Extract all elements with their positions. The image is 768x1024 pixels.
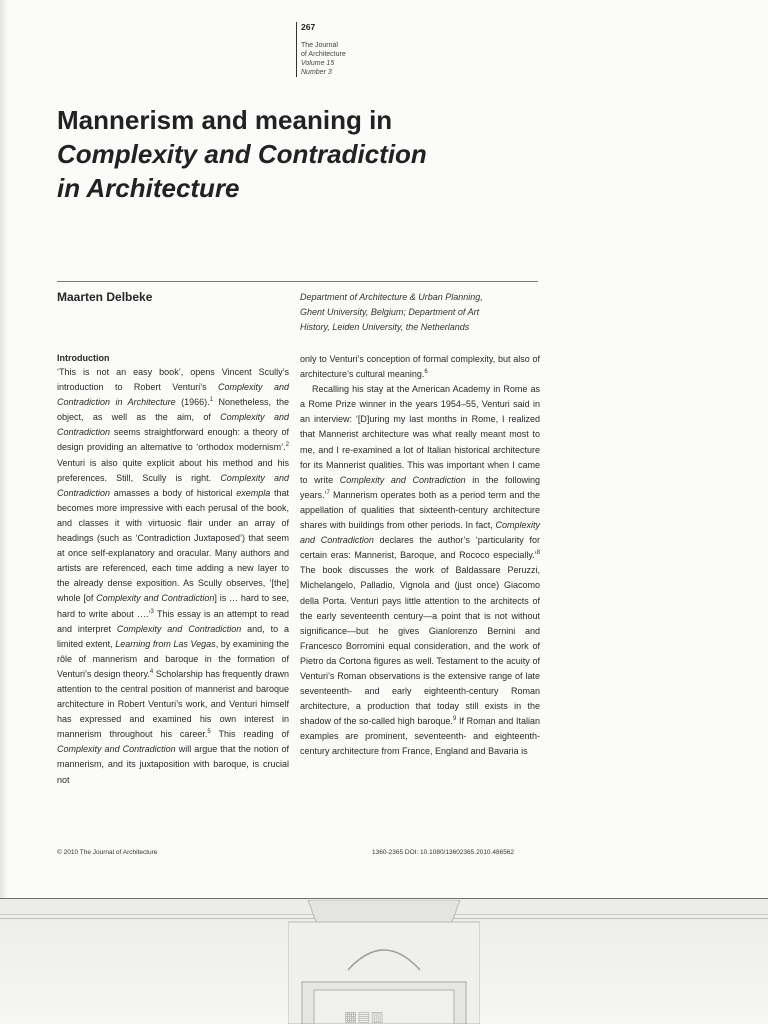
text-run: This reading of: [210, 729, 289, 740]
affiliation-line-2: Ghent University, Belgium; Department of Art: [300, 307, 480, 317]
svg-text:▦▤▥: ▦▤▥: [344, 1008, 384, 1024]
body-column-right: [300, 352, 540, 760]
copyright-notice: © 2010 The Journal of Architecture: [57, 849, 158, 856]
italic-run: Learning from Las Vegas: [115, 638, 216, 649]
page-shadow-edge: [0, 0, 8, 898]
section-heading: Introduction: [57, 353, 110, 363]
journal-volume: Volume 15: [301, 60, 335, 67]
article-title: [57, 103, 427, 205]
journal-number: Number 3: [301, 69, 332, 76]
italic-run: exempla: [236, 487, 271, 498]
text-run: ‘This is not an easy book’, opens Vincent Scully’s introduction to Robert Venturi’s: [57, 367, 289, 393]
journal-name-line2: of Architecture: [301, 51, 346, 58]
italic-run: Complexity and Contradiction in Architecture: [57, 382, 289, 408]
text-run: and, to a limited extent,: [57, 623, 290, 649]
body-column-left: [57, 352, 289, 788]
text-run: If Roman and Italian examples are prominent, seventeenth- and eighteenth-century architecture from France, England and Bavaria is: [300, 716, 540, 757]
text-run: seems straightforward enough: a theory of design providing an alternative to ‘orthodox modernism’.: [57, 427, 289, 453]
footnote-ref: 9: [452, 716, 457, 723]
text-run: Nonetheless, the object, as well as the aim, of: [57, 397, 289, 423]
text-run: This essay is an attempt to read and interpret: [57, 608, 289, 634]
affiliation-line-1: Department of Architecture & Urban Planning,: [300, 292, 483, 302]
affiliation-line-3: History, Leiden University, the Netherlands: [300, 322, 470, 332]
footnote-ref: 2: [285, 442, 289, 449]
footnote-ref: 6: [424, 369, 428, 376]
footnote-ref: 3: [150, 608, 154, 615]
text-run: amasses a body of historical: [110, 487, 237, 498]
journal-name-line1: The Journal: [301, 42, 338, 49]
italic-run: Complexity and Contradiction: [57, 744, 176, 755]
footnote-ref: 7: [326, 489, 330, 496]
text-run: only to Venturi’s conception of formal complexity, but also of architecture’s cultural meaning.: [300, 354, 540, 380]
paragraph-continued: [300, 352, 540, 382]
italic-run: Complexity and Contradiction: [96, 593, 215, 604]
journal-meta: [296, 22, 346, 77]
footnote-ref: 1: [209, 397, 214, 404]
italic-run: Complexity and Contradiction: [300, 520, 540, 546]
text-run: ] is … hard to see, hard to write about ….’: [57, 593, 289, 619]
text-run: Scholarship has frequently drawn attention to the central position of mannerist and baroque architecture in Robert Venturi’s work, and Venturi himself has expressed and examined his own interest in mannerism throughout his career.: [57, 668, 289, 740]
page-clip-holder: [288, 900, 480, 1024]
title-divider: [57, 281, 538, 282]
italic-run: Complexity and Contradiction: [57, 472, 289, 498]
text-run: that becomes more impressive with each perusal of the book, and classes it with virtuosic flair under an array of headings (such as ‘Contradiction Juxtaposed’) that seem at once self-explanatory and oracular. Many authors and artists are referenced, each time adding a new layer to the already dense exposition. As Scully observes, ‘[the] whole [of: [57, 487, 289, 604]
paragraph-intro: [57, 365, 289, 788]
italic-run: Complexity and Contradiction: [339, 474, 466, 485]
paragraph-rome: [300, 382, 540, 759]
text-run: The book discusses the work of Baldassare Peruzzi, Michelangelo, Palladio, Vignola and (just once) Giacomo della Porta. Venturi pays little attention to the architects of the early seventeenth century—a point that is not without significance—but he gives Gianlorenzo Bernini and Francesco Borromini equal consideration, and the work of Pietro da Cortona figures as well. Testament to the acuity of Venturi’s Roman observations is the extensive range of late seventeenth- and early eighteenth-century Roman architecture, a production that today still exists in the shadow of the so-called high baroque.: [300, 565, 540, 727]
page-number: 267: [301, 22, 316, 32]
italic-run: Complexity and Contradiction: [116, 623, 242, 634]
text-run: in the following years.’: [300, 474, 540, 500]
text-run: will argue that the notion of mannerism, and its juxtaposition with baroque, is crucial not: [57, 744, 289, 785]
text-run: declares the author’s ‘particularity for certain eras: Mannerist, Baroque, and Rococo especially.’: [300, 535, 541, 561]
doi-line: 1360-2365 DOI: 10.1080/13602365.2010.486562: [372, 849, 515, 856]
title-line-2: Complexity and Contradiction: [57, 139, 427, 169]
footnote-ref: 8: [536, 550, 540, 557]
italic-run: Complexity and Contradiction: [57, 412, 290, 438]
footnote-ref: 5: [207, 729, 211, 736]
text-run: , by examining the rôle of mannerism and baroque in the formation of Venturi’s design theory.: [57, 638, 289, 679]
text-run: Mannerism operates both as a period term and the appellation of qualities that sixteenth-century architecture shares with buildings from other periods. In fact,: [300, 489, 540, 531]
title-line-3: in Architecture: [57, 173, 240, 203]
author-affiliation: [300, 290, 540, 335]
text-run: Venturi is also quite explicit about his method and his preferences. Still, Scully is right.: [57, 457, 289, 483]
text-run: Recalling his stay at the American Academy in Rome as a Rome Prize winner in the years 1954–55, Venturi said in an interview: ‘[D]uring my last months in Rome, I realized that Mannerist architecture was what really meant most to me, and I re-examined a lot of Italian historical architecture for its Mannerist qualities. This was important when I came to write: [300, 384, 540, 485]
footnote-ref: 4: [149, 668, 154, 675]
author-name: Maarten Delbeke: [57, 290, 153, 304]
title-line-1: Mannerism and meaning in: [57, 105, 393, 135]
text-run: (1966).: [175, 397, 210, 408]
